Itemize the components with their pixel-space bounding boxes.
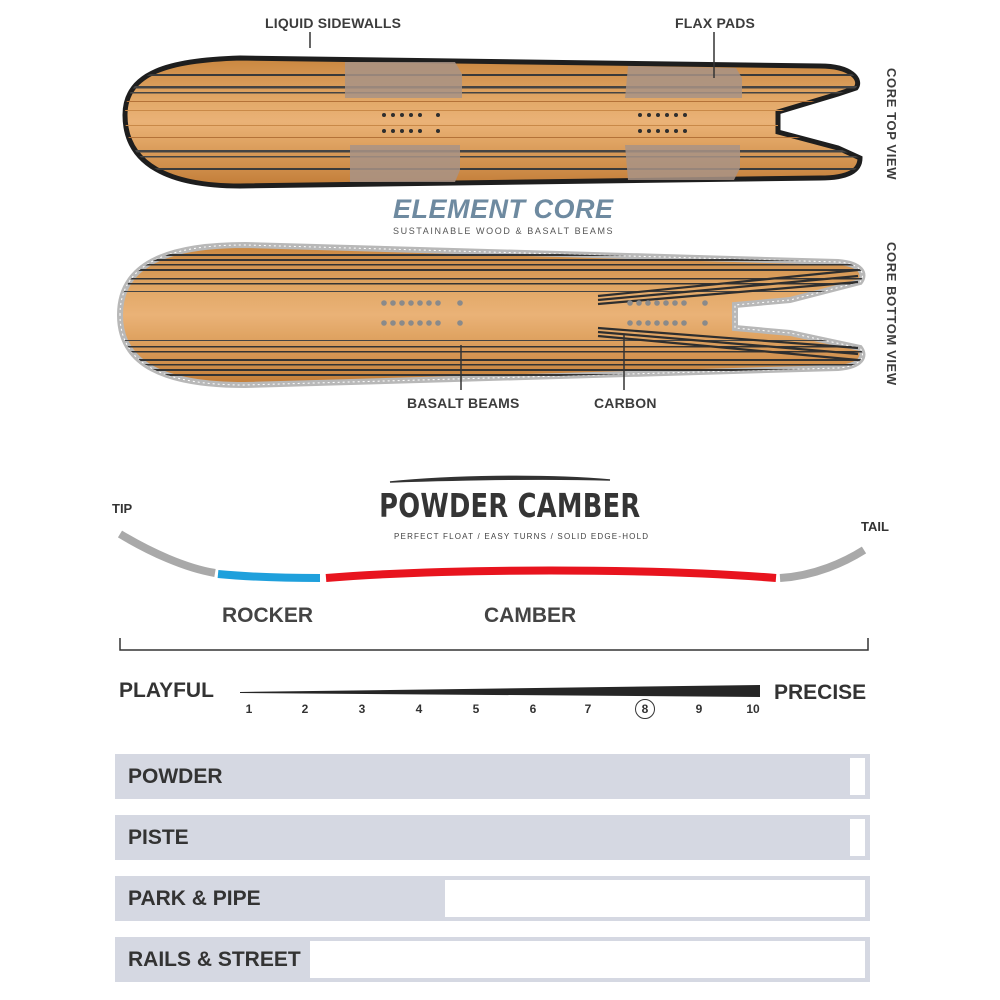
title-swoosh <box>390 476 610 482</box>
terrain-track <box>115 758 865 795</box>
flex-wedge <box>240 683 760 699</box>
flex-tick: 4 <box>415 702 423 716</box>
label-tip: TIP <box>112 501 133 516</box>
flax-pad <box>350 145 460 182</box>
profile-tail <box>780 550 864 578</box>
flex-tick: 5 <box>472 702 480 716</box>
element-core-title: ELEMENT CORE <box>393 194 614 224</box>
callout-liquid-sidewalls: LIQUID SIDEWALLS <box>265 15 402 31</box>
powder-camber-title: POWDER CAMBER <box>379 486 641 525</box>
terrain-track <box>115 880 865 917</box>
flex-tick: 2 <box>301 702 309 716</box>
label-camber: CAMBER <box>484 604 577 627</box>
terrain-label: PISTE <box>128 826 189 849</box>
profile-bracket <box>120 638 868 650</box>
profile-tip <box>120 534 215 573</box>
flex-tick: 3 <box>358 702 366 716</box>
flex-tick: 1 <box>245 702 253 716</box>
element-core-subtitle: SUSTAINABLE WOOD & BASALT BEAMS <box>393 226 615 236</box>
flex-tick: 7 <box>584 702 592 716</box>
terrain-row <box>115 815 870 860</box>
terrain-track <box>115 941 865 978</box>
terrain-label: POWDER <box>128 765 223 788</box>
callout-basalt-beams: BASALT BEAMS <box>407 395 520 411</box>
terrain-label: RAILS & STREET <box>128 948 301 971</box>
label-tail: TAIL <box>861 519 889 534</box>
callout-flax-pads: FLAX PADS <box>675 15 756 31</box>
terrain-empty-segment <box>850 758 865 795</box>
profile-camber <box>326 571 776 579</box>
flex-tick: 6 <box>529 702 537 716</box>
terrain-label: PARK & PIPE <box>128 887 261 910</box>
flax-pad <box>345 62 462 98</box>
terrain-empty-segment <box>310 941 865 978</box>
flex-tick: 10 <box>746 702 760 716</box>
core-bottom-board <box>115 245 875 385</box>
terrain-track <box>115 819 865 856</box>
flex-ticks <box>0 700 1000 724</box>
label-precise: PRECISE <box>774 681 867 704</box>
terrain-row <box>115 754 870 799</box>
callout-carbon: CARBON <box>594 395 657 411</box>
flex-tick-selected: 8 <box>635 699 655 719</box>
terrain-row <box>115 876 870 921</box>
label-rocker: ROCKER <box>222 604 314 627</box>
terrain-row <box>115 937 870 982</box>
terrain-empty-segment <box>850 819 865 856</box>
flax-pad <box>625 66 742 98</box>
terrain-empty-segment <box>445 880 865 917</box>
flex-tick: 9 <box>695 702 703 716</box>
label-core-top-view: CORE TOP VIEW <box>884 68 899 181</box>
profile-rocker <box>218 574 320 578</box>
powder-camber-subtitle: PERFECT FLOAT / EASY TURNS / SOLID EDGE-HOLD <box>394 532 650 541</box>
label-core-bottom-view: CORE BOTTOM VIEW <box>884 242 899 386</box>
label-playful: PLAYFUL <box>119 679 214 702</box>
flax-pad <box>625 145 740 180</box>
core-top-board <box>120 58 880 186</box>
